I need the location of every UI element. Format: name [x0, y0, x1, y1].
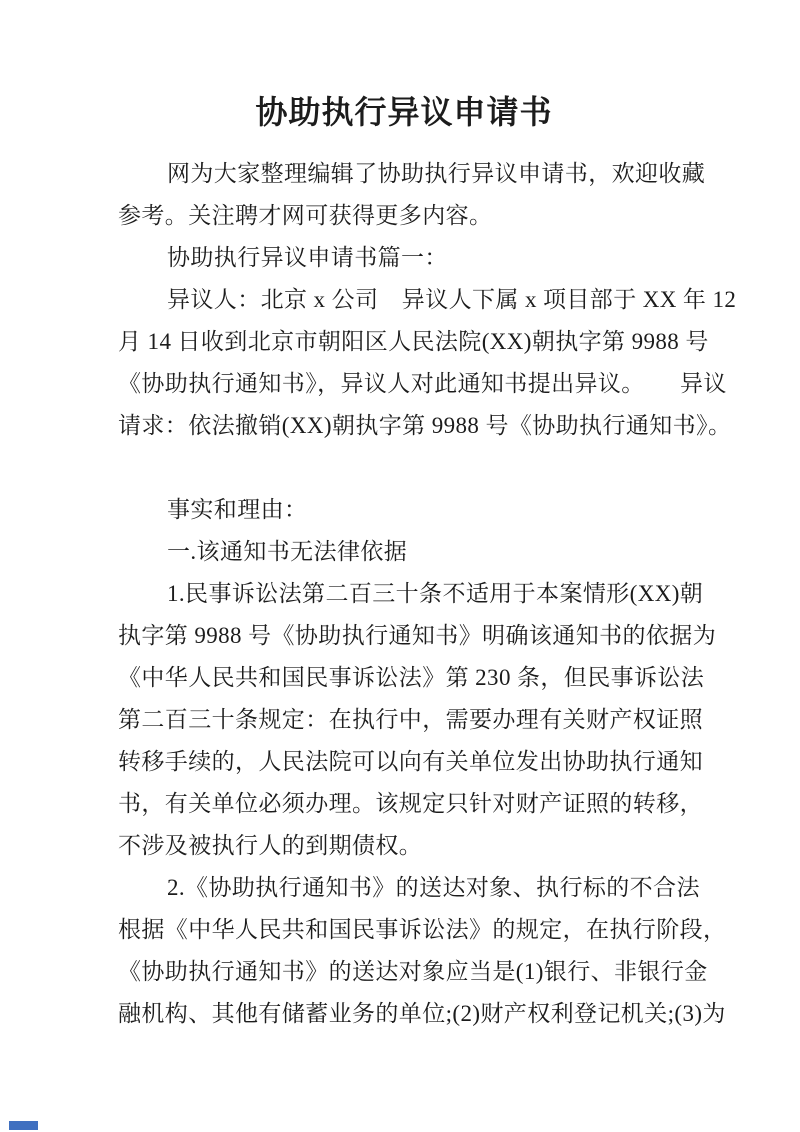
text-line	[118, 447, 696, 489]
text-line: 第二百三十条规定：在执行中，需要办理有关财产权证照	[118, 707, 703, 732]
document-body-text	[118, 153, 737, 1035]
text-line: 异议人：北京 x 公司 异议人下属 x 项目部于 XX 年 12	[167, 287, 737, 312]
text-line: 1.民事诉讼法第二百三十条不适用于本案情形(XX)朝	[167, 581, 704, 606]
text-line: 月 14 日收到北京市朝阳区人民法院(XX)朝执字第 9988 号	[118, 329, 709, 354]
text-line: 不涉及被执行人的到期债权。	[118, 833, 423, 858]
text-line: 网为大家整理编辑了协助执行异议申请书，欢迎收藏	[167, 161, 706, 186]
text-line: 一.该通知书无法律依据	[167, 539, 408, 564]
text-line: 《中华人民共和国民事诉讼法》第 230 条，但民事诉讼法	[118, 665, 705, 690]
text-line: 协助执行异议申请书篇一：	[167, 245, 448, 270]
text-line: 书，有关单位必须办理。该规定只针对财产证照的转移，	[118, 791, 703, 816]
text-line: 《协助执行通知书》的送达对象应当是(1)银行、非银行金	[118, 959, 708, 984]
text-line: 请求：依法撤销(XX)朝执字第 9988 号《协助执行通知书》。	[118, 413, 732, 438]
text-line: 《协助执行通知书》，异议人对此通知书提出异议。 异议	[118, 371, 727, 396]
page-title: 协助执行异议申请书	[255, 94, 553, 130]
text-line: 根据《中华人民共和国民事诉讼法》的规定，在执行阶段，	[118, 917, 727, 942]
text-line: 2.《协助执行通知书》的送达对象、执行标的不合法	[167, 875, 700, 900]
text-line: 融机构、其他有储蓄业务的单位;(2)财产权利登记机关;(3)为	[118, 1001, 726, 1026]
bottom-left-blue-bar	[9, 1121, 38, 1130]
text-line: 参考。关注聘才网可获得更多内容。	[118, 203, 493, 228]
text-line: 转移手续的，人民法院可以向有关单位发出协助执行通知	[118, 749, 703, 774]
text-line: 事实和理由：	[167, 497, 308, 522]
text-line: 执字第 9988 号《协助执行通知书》明确该通知书的依据为	[118, 623, 717, 648]
